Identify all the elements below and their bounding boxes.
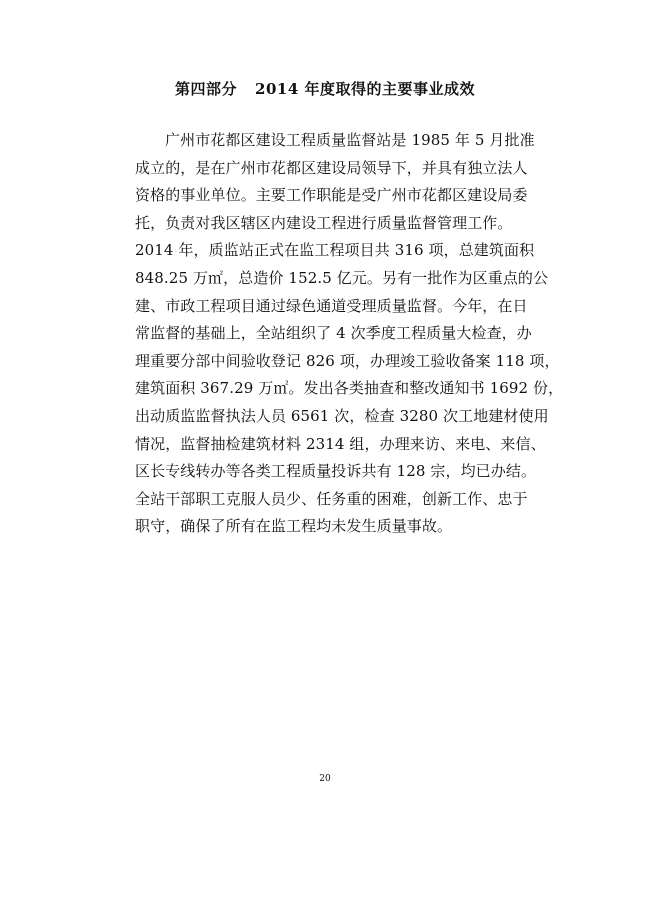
- paragraph-line: 出动质监监督执法人员 6561 次，检查 3280 次工地建材使用: [135, 406, 549, 425]
- paragraph-line: 建筑面积 367.29 万㎡。发出各类抽查和整改通知书 1692 份，: [135, 379, 564, 398]
- paragraph-line: 理重要分部中间验收登记 826 项，办理竣工验收备案 118 项，: [135, 351, 560, 370]
- section-heading: [0, 78, 650, 99]
- paragraph-line: 情况，监督抽检建筑材料 2314 组，办理来访、来电、来信、: [135, 434, 546, 453]
- paragraph-line: 成立的，是在广州市花都区建设局领导下，并具有独立法人: [135, 158, 528, 177]
- section-title: 2014 年度取得的主要事业成效: [255, 80, 475, 98]
- paragraph-line: 全站干部职工克服人员少、任务重的困难，创新工作、忠于: [135, 489, 528, 508]
- body-paragraph: [135, 127, 564, 541]
- paragraph-line: 职守，确保了所有在监工程均未发生质量事故。: [135, 517, 453, 536]
- paragraph-line: 托，负责对我区辖区内建设工程进行质量监督管理工作。: [135, 213, 513, 232]
- paragraph-line: 广州市花都区建设工程质量监督站是 1985 年 5 月批准: [165, 131, 535, 149]
- paragraph-line: 848.25 万㎡，总造价 152.5 亿元。另有一批作为区重点的公: [135, 268, 549, 287]
- paragraph-line: 2014 年，质监站正式在监工程项目共 316 项，总建筑面积: [135, 241, 535, 260]
- paragraph-line: 资格的事业单位。主要工作职能是受广州市花都区建设局委: [135, 186, 528, 205]
- page-number: 20: [319, 774, 331, 784]
- paragraph-line: 建、市政工程项目通过绿色通道受理质量监督。今年，在日: [135, 296, 528, 315]
- section-part-label: 第四部分: [175, 80, 238, 98]
- paragraph-line: 区长专线转办等各类工程质量投诉共有 128 宗，均已办结。: [135, 462, 537, 481]
- paragraph-line: 常监督的基础上，全站组织了 4 次季度工程质量大检查，办: [135, 324, 532, 343]
